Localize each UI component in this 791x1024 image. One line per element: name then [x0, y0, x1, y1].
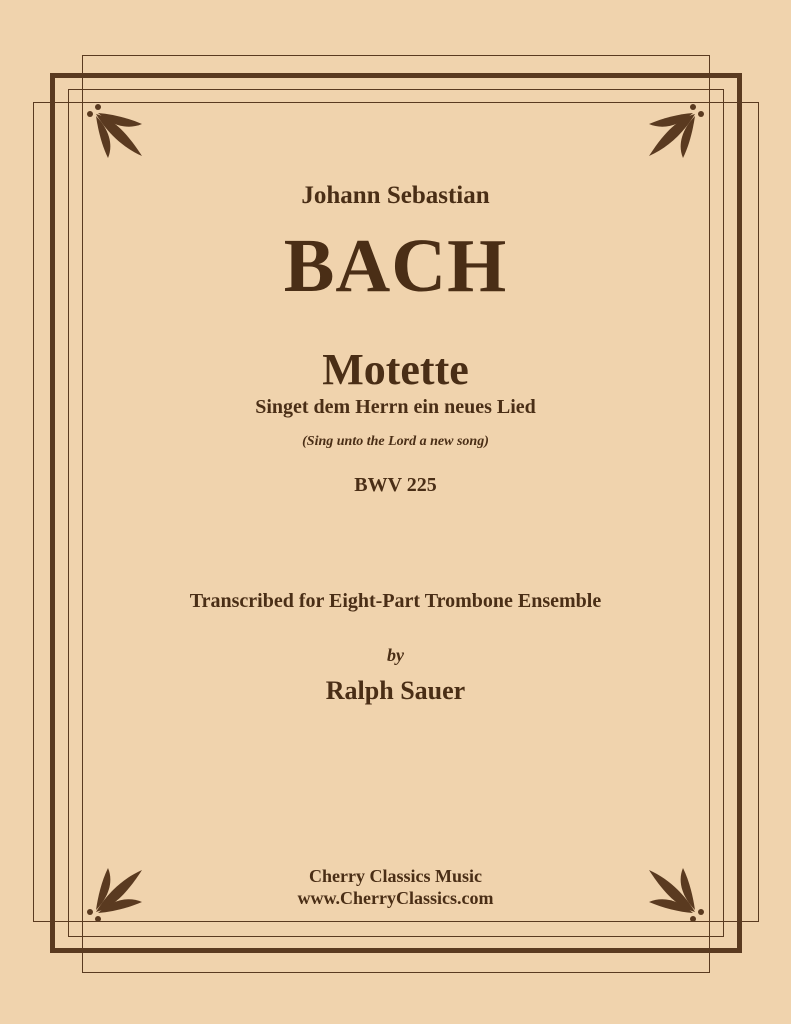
work-translation: (Sing unto the Lord a new song) — [302, 434, 489, 449]
leaf-ornament-icon — [643, 100, 707, 164]
leaf-ornament-icon — [84, 100, 148, 164]
by-label: by — [387, 645, 404, 665]
catalog-number: BWV 225 — [354, 474, 437, 496]
work-title: Motette — [322, 345, 469, 394]
arranger-name: Ralph Sauer — [325, 676, 466, 705]
composer-first-names: Johann Sebastian — [301, 182, 490, 209]
publisher-name: Cherry Classics Music — [309, 866, 482, 886]
composer-surname: BACH — [283, 224, 508, 308]
arrangement-description: Transcribed for Eight-Part Trombone Ensemble — [189, 590, 602, 612]
frame-inner — [68, 89, 724, 937]
work-subtitle: Singet dem Herrn ein neues Lied — [255, 396, 536, 418]
publisher-website: www.CherryClassics.com — [297, 888, 494, 908]
